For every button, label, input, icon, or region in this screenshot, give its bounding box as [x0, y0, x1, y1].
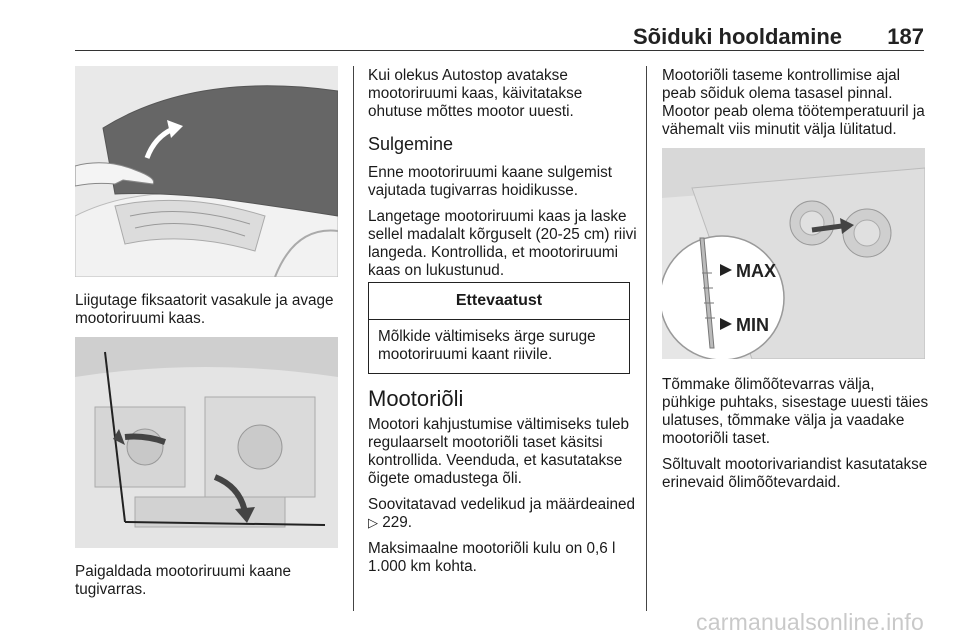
- body-text: Sõltuvalt mootorivariandist kasutatakse erinevaid õlimõõtevardaid.: [662, 456, 928, 491]
- section-title: Sõiduki hooldamine: [632, 24, 842, 49]
- closing-paragraphs: [368, 164, 638, 288]
- page-ref[interactable]: 229.: [382, 514, 413, 531]
- body-text: Tõmmake õlimõõtevarras välja, pühkige puhtaks, sisestage uuesti täies ulatuses, tõmmake välja ja vaadake mootoriõli taset.: [662, 376, 929, 447]
- caution-box: [368, 282, 630, 374]
- caption-support-rod: [75, 563, 345, 607]
- dipstick-illustration: [662, 148, 925, 359]
- support-rod-illustration: [75, 337, 338, 548]
- body-text: Kui olekus Autostop avatakse mootoriruumi kaas, käivitatakse ohutuse mõttes mootor uuesti.: [368, 67, 583, 120]
- autostop-paragraph: [368, 67, 638, 129]
- oil-level-conditions: [662, 67, 932, 147]
- page-ref-icon: ▷: [368, 515, 378, 530]
- body-text: Mootoriõli taseme kontrollimise ajal peab sõiduk olema tasasel pinnal. Mootor peab olema töötemperatuuril ja vähemalt viis minutit välja lülitatud.: [662, 67, 925, 138]
- body-text: Maksimaalne mootoriõli kulu on 0,6 l 1.000 km kohta.: [368, 540, 616, 575]
- hood-release-illustration: [75, 66, 338, 277]
- column-divider: [646, 66, 647, 611]
- caution-text: Mõlkide vältimiseks ärge suruge mootoriruumi kaant riivile.: [378, 328, 596, 363]
- dipstick-drawing: [662, 148, 925, 359]
- heading-closing: Sulgemine: [368, 134, 454, 154]
- body-text: Langetage mootoriruumi kaas ja laske sellel madalalt kõrguselt (20-25 cm) riivi langeda. Kontrollida, et mootoriruumi kaas on lukustunud.: [368, 208, 637, 279]
- caution-title: Ettevaatust: [369, 283, 629, 320]
- dipstick-min-label: MIN: [736, 315, 769, 335]
- body-text: Enne mootoriruumi kaane sulgemist vajutada tugivarras hoidikusse.: [368, 164, 613, 199]
- recommended-fluids-text: Soovitatavad vedelikud ja määrdeained: [368, 496, 636, 513]
- dipstick-instructions: [662, 376, 932, 500]
- body-text: [368, 496, 643, 532]
- caption-text: Paigaldada mootoriruumi kaane tugivarras.: [75, 563, 291, 598]
- caption-open-hood: [75, 292, 345, 336]
- engine-oil-paragraphs: [368, 416, 643, 584]
- page-number: 187: [887, 24, 924, 49]
- hood-release-drawing: [75, 66, 338, 277]
- dipstick-max-label: MAX: [736, 261, 776, 281]
- watermark: carmanualsonline.info: [696, 609, 924, 635]
- column-divider: [353, 66, 354, 611]
- caption-text: Liigutage fiksaatorit vasakule ja avage mootoriruumi kaas.: [75, 292, 334, 327]
- header-rule: [75, 50, 924, 51]
- engine-bay-drawing: [75, 337, 338, 548]
- body-text: Mootori kahjustumise vältimiseks tuleb regulaarselt mootoriõli taset käsitsi kontrollida. Veenduda, et kasutatakse õigete omadustega õli.: [368, 416, 629, 487]
- heading-engine-oil: Mootoriõli: [368, 386, 464, 411]
